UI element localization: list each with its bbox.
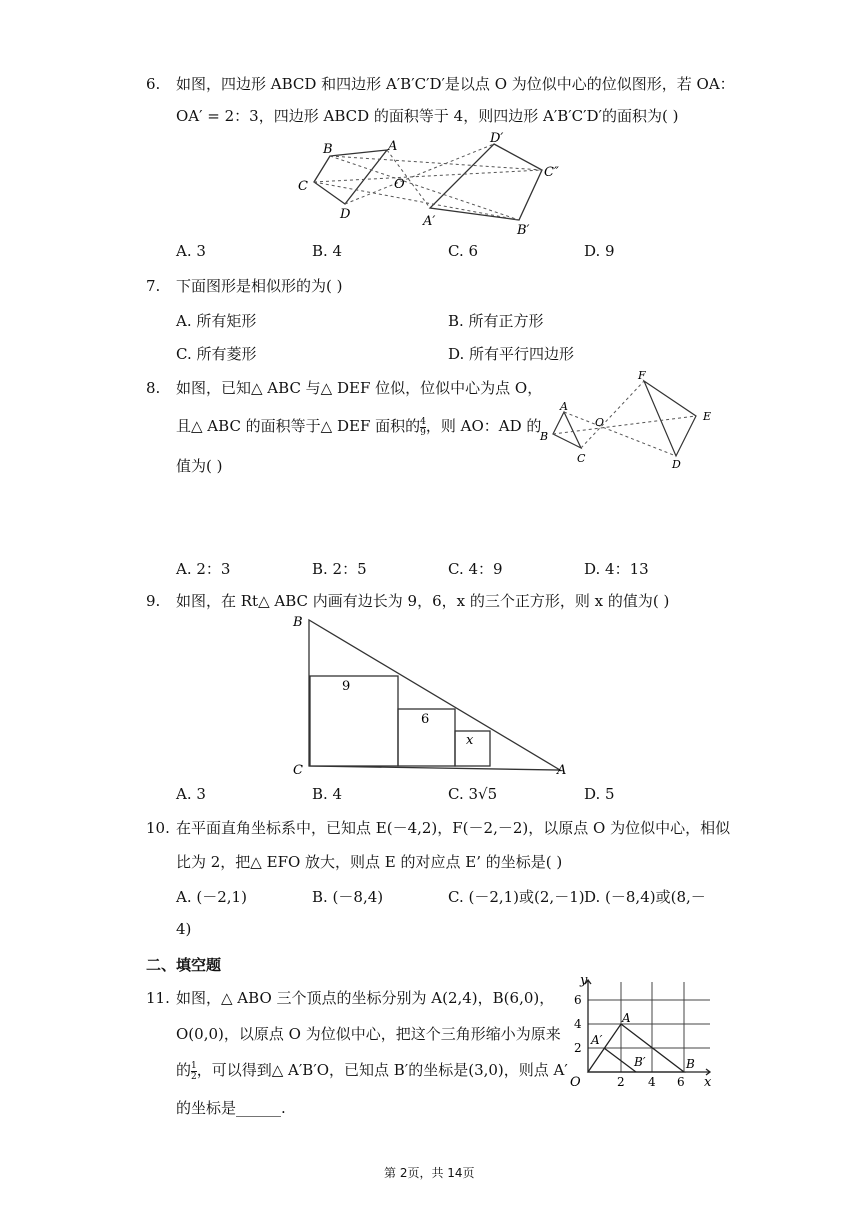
q9-stem: 如图，在 Rt△ ABC 内画有边长为 9，6，x 的三个正方形，则 x 的值为( ) xyxy=(176,592,670,610)
q9-square-x-label: x xyxy=(466,733,474,748)
q10-stem-line2: 比为 2，把△ EFO 放大，则点 E 的对应点 E’ 的坐标是( ) xyxy=(176,853,563,871)
q8-stem-line2b: ，则 AO：AD 的 xyxy=(425,417,542,435)
q7-option-c: C. 所有菱形 xyxy=(176,345,257,363)
q11-label-A1: A′ xyxy=(591,1033,603,1047)
q6-label-A: A xyxy=(388,139,398,154)
q8-option-c: C. 4：9 xyxy=(448,560,503,578)
q8-option-a: A. 2：3 xyxy=(176,560,231,578)
q9-option-c: C. 3√5 xyxy=(448,785,498,803)
q6-stem-line2: OA′ = 2：3，四边形 ABCD 的面积等于 4，则四边形 A′B′C′D′的面积为( ) xyxy=(176,107,679,125)
q6-option-c: C. 6 xyxy=(448,242,479,260)
q11-number: 11. xyxy=(146,989,170,1007)
q8-label-E: E xyxy=(703,410,712,423)
q11-stem-line3a: 的 xyxy=(176,1061,192,1079)
q11-stem-line1: 如图，△ ABO 三个顶点的坐标分别为 A(2,4)，B(6,0)， xyxy=(176,989,555,1007)
q8-option-b: B. 2：5 xyxy=(312,560,367,578)
q9-number: 9. xyxy=(146,592,161,610)
q8-number: 8. xyxy=(146,379,161,397)
q11-stem-line2: O(0,0)，以原点 O 为位似中心，把这个三角形缩小为原来 xyxy=(176,1025,561,1043)
q11-stem-line3b: ，可以得到△ A′B′O，已知点 B′的坐标是(3,0)，则点 A′ xyxy=(196,1061,568,1079)
q8-stem-line1: 如图，已知△ ABC 与△ DEF 位似，位似中心为点 O， xyxy=(176,379,543,397)
q9-figure xyxy=(290,612,580,780)
q11-label-A: A xyxy=(622,1011,631,1025)
q6-option-d: D. 9 xyxy=(584,242,615,260)
section-fill-in-title: 二、填空题 xyxy=(146,956,222,974)
q11-label-B: B xyxy=(686,1057,695,1071)
q9-label-C: C xyxy=(293,763,303,778)
q6-number: 6. xyxy=(146,75,161,93)
q8-fraction-den: 9 xyxy=(420,427,426,438)
q9-option-a: A. 3 xyxy=(176,785,206,803)
q6-label-O: O xyxy=(394,177,405,192)
q8-label-C: C xyxy=(577,452,586,465)
q6-option-b: B. 4 xyxy=(312,242,343,260)
q6-option-a: A. 3 xyxy=(176,242,206,260)
q9-square-6-label: 6 xyxy=(421,712,430,727)
q7-option-b: B. 所有正方形 xyxy=(448,312,544,330)
q7-stem: 下面图形是相似形的为( ) xyxy=(176,277,343,295)
q11-fraction-num: 1 xyxy=(191,1060,197,1071)
q11-stem-line4: 的坐标是______. xyxy=(176,1099,286,1117)
q7-option-d: D. 所有平行四边形 xyxy=(448,345,575,363)
q11-label-O: O xyxy=(570,1075,581,1090)
q11-fraction-den: 2 xyxy=(191,1071,197,1082)
q8-label-A: A xyxy=(560,400,568,413)
q6-label-C1: C″ xyxy=(544,165,559,180)
q8-stem-line2a: 且△ ABC 的面积等于△ DEF 面积的 xyxy=(176,417,421,435)
q8-label-O: O xyxy=(595,416,605,429)
q10-option-d-continued: 4) xyxy=(176,920,192,938)
q9-label-B: B xyxy=(293,615,303,630)
q11-label-x: x xyxy=(704,1075,712,1090)
q10-stem-line1: 在平面直角坐标系中，已知点 E(－4,2)，F(－2,－2)，以原点 O 为位似中心，相似 xyxy=(176,819,731,837)
q8-stem-line2 xyxy=(176,416,541,438)
page-footer: 第 2页，共 14页 xyxy=(384,1166,475,1180)
q11-tick-x4: 4 xyxy=(648,1075,656,1089)
q11-label-y: y xyxy=(580,973,588,988)
q11-label-B1: B′ xyxy=(634,1055,646,1069)
q11-tick-x6: 6 xyxy=(677,1075,685,1089)
q10-option-c: C. (－2,1)或(2,－1) xyxy=(448,888,585,906)
q6-label-A1: A′ xyxy=(423,214,436,229)
q11-stem-line3 xyxy=(176,1060,568,1082)
q9-label-A: A xyxy=(557,763,567,778)
q9-option-b: B. 4 xyxy=(312,785,343,803)
q11-tick-y6: 6 xyxy=(574,993,582,1007)
q8-label-B: B xyxy=(540,430,549,443)
q6-stem-line1: 如图，四边形 ABCD 和四边形 A′B′C′D′是以点 O 为位似中心的位似图形，若 OA： xyxy=(176,75,735,93)
q6-figure xyxy=(290,128,570,238)
q10-option-b: B. (－8,4) xyxy=(312,888,384,906)
q8-fraction-num: 4 xyxy=(420,416,426,427)
q9-option-d: D. 5 xyxy=(584,785,615,803)
q9-square-9-label: 9 xyxy=(342,679,351,694)
q6-label-D1: D′ xyxy=(490,131,504,146)
q11-tick-y2: 2 xyxy=(574,1041,582,1055)
q10-option-d: D. (－8,4)或(8,－ xyxy=(584,888,706,906)
q8-label-D: D xyxy=(672,458,681,471)
q6-label-B1: B′ xyxy=(517,223,530,238)
q7-option-a: A. 所有矩形 xyxy=(176,312,257,330)
q11-tick-x2: 2 xyxy=(617,1075,625,1089)
q10-number: 10. xyxy=(146,819,170,837)
q11-figure xyxy=(560,972,720,1092)
q11-tick-y4: 4 xyxy=(574,1017,582,1031)
q6-label-C: C xyxy=(298,179,308,194)
q6-label-B: B xyxy=(323,142,333,157)
q10-option-a: A. (－2,1) xyxy=(176,888,247,906)
q8-stem-line3: 值为( ) xyxy=(176,457,223,475)
q7-number: 7. xyxy=(146,277,161,295)
q8-option-d: D. 4：13 xyxy=(584,560,649,578)
q8-label-F: F xyxy=(638,369,646,382)
q6-label-D: D xyxy=(340,207,351,222)
q8-figure xyxy=(536,368,720,472)
